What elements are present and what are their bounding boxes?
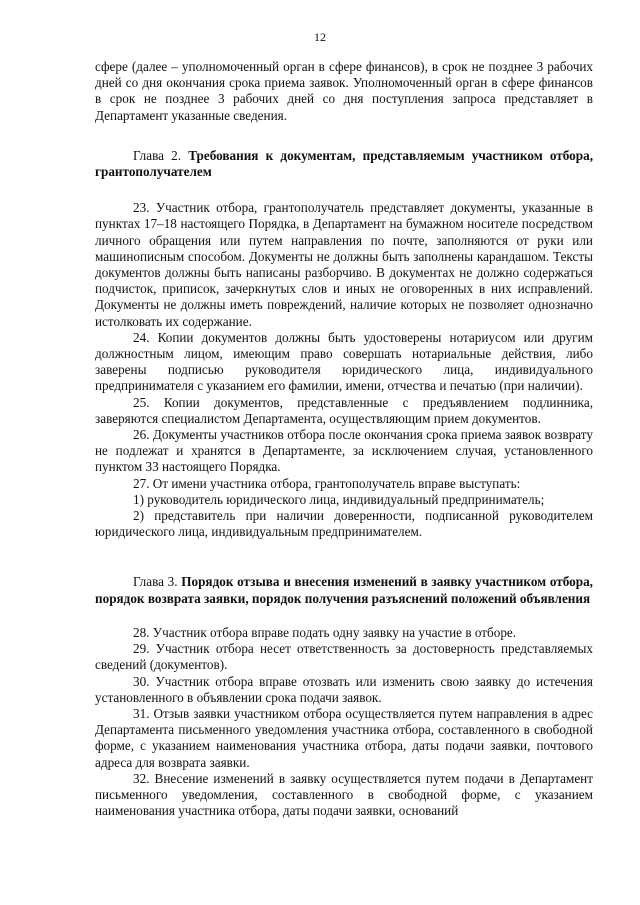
- chapter-3-title: Порядок отзыва и внесения изменений в заявку участником отбора, порядок возврата заявки, порядок получения разъяснений положений объявления: [95, 574, 593, 606]
- item-30: 30. Участник отбора вправе отозвать или изменить свою заявку до истечения установленного в объявлении срока подачи заявок.: [95, 673, 593, 705]
- item-28: 28. Участник отбора вправе подать одну заявку на участие в отборе.: [133, 624, 517, 640]
- item-29: 29. Участник отбора несет ответственность за достоверность представляемых сведений (документов).: [95, 641, 593, 673]
- item-31: 31. Отзыв заявки участником отбора осуществляется путем направления в адрес Департамента письменного уведомления участника отбора, составленного в свободной форме, с указанием наименования участника отбора, даты подачи заявки, почтового адреса для возврата заявки.: [95, 705, 593, 770]
- item-24: 24. Копии документов должны быть удостоверены нотариусом или другим должностным лицом, имеющим право совершать нотариальные действия, либо заверены подписью руководителя юридического лица, индивидуального предпринимателя с указанием его фамилии, имени, отчества и печатью (при наличии).: [95, 329, 593, 394]
- document-body: [95, 59, 593, 819]
- item-27-sub-1: 1) руководитель юридического лица, индивидуальный предприниматель;: [133, 491, 545, 507]
- item-32: 32. Внесение изменений в заявку осуществляется путем подачи в Департамент письменного уведомления, составленного в свободной форме, с указанием наименования участника отбора, даты подачи заявки, оснований: [95, 770, 593, 819]
- item-27: 27. От имени участника отбора, грантополучатель вправе выступать:: [133, 475, 521, 491]
- item-26: 26. Документы участников отбора после окончания срока приема заявок возврату не подлежат и хранятся в Департаменте, за исключением случая, установленного пунктом 33 настоящего Порядка.: [95, 427, 593, 475]
- paragraph-continuation: сфере (далее – уполномоченный орган в сфере финансов), в срок не позднее 3 рабочих дней со дня окончания срока приема заявок. Уполномоченный орган в сфере финансов в срок не позднее 3 рабочих дней со дня поступления запроса представляет в Департамент указанные сведения.: [95, 59, 593, 123]
- chapter-2-title: Требования к документам, представляемым участником отбора, грантополучателем: [95, 147, 593, 180]
- item-27-sub-2: 2) представитель при наличии доверенности, подписанной руководителем юридического лица, индивидуальным предпринимателем.: [95, 508, 593, 540]
- chapter-2-heading: [95, 148, 593, 180]
- item-23: 23. Участник отбора, грантополучатель представляет документы, указанные в пунктах 17–18 настоящего Порядка, в Департамент на бумажном носителе посредством личного обращения или путем направления по почте, заполняются от руки или машинописным способом. Документы не должны быть заполнены карандашом. Тексты документов должны быть написаны разборчиво. В документах не должно содержаться подчисток, приписок, зачеркнутых слов и иных не оговоренных в них исправлений. Документы не должны иметь повреждений, наличие которых не позволяет однозначно истолковать их содержание.: [95, 200, 593, 329]
- chapter-2-prefix: Глава 2.: [133, 147, 189, 163]
- chapter-3-heading: [95, 574, 593, 606]
- page-number: 12: [314, 30, 326, 44]
- chapter-3-prefix: Глава 3.: [133, 574, 182, 590]
- item-25: 25. Копии документов, представленные с предъявлением подлинника, заверяются специалистом Департамента, осуществляющим прием документов.: [95, 394, 593, 426]
